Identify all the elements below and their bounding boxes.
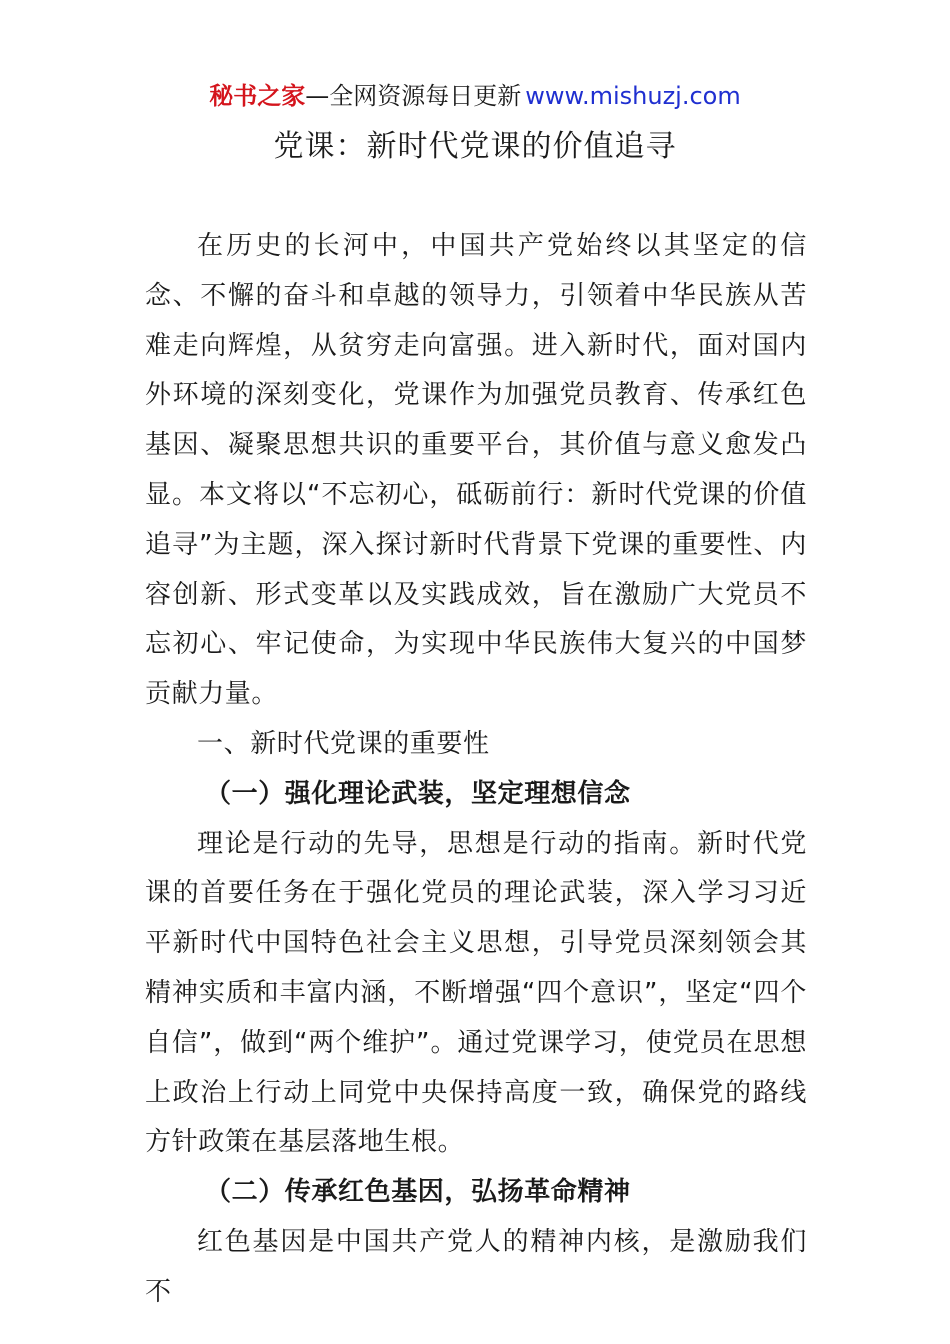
subsection-heading: （一）强化理论武装，坚定理想信念	[205, 778, 631, 809]
site-header	[0, 80, 950, 112]
section-heading: 一、新时代党课的重要性	[197, 728, 490, 759]
document-title: 党课：新时代党课的价值追寻	[273, 129, 677, 164]
subsection-paragraph: 理论是行动的先导，思想是行动的指南。新时代党课的首要任务在于强化党员的理论武装，深入学习习近平新时代中国特色社会主义思想，引导党员深刻领会其精神实质和丰富内涵，不断增强“四个意识”，坚定“四个自信”，做到“两个维护”。通过党课学习，使党员在思想上政治上行动上同党中央保持高度一致，确保党的路线方针政策在基层落地生根。	[145, 828, 807, 1158]
site-url-link[interactable]: www.mishuzj.com	[525, 82, 741, 110]
site-brand: 秘书之家	[209, 82, 306, 110]
site-slogan: —全网资源每日更新	[305, 82, 522, 110]
subsection-heading: （二）传承红色基因，弘扬革命精神	[205, 1177, 631, 1208]
subsection-paragraph: 红色基因是中国共产党人的精神内核，是激励我们不	[145, 1226, 807, 1307]
intro-paragraph: 在历史的长河中，中国共产党始终以其坚定的信念、不懈的奋斗和卓越的领导力，引领着中华民族从苦难走向辉煌，从贫穷走向富强。进入新时代，面对国内外环境的深刻变化，党课作为加强党员教育、传承红色基因、凝聚思想共识的重要平台，其价值与意义愈发凸显。本文将以“不忘初心，砥砺前行：新时代党课的价值追寻”为主题，深入探讨新时代背景下党课的重要性、内容创新、形式变革以及实践成效，旨在激励广大党员不忘初心、牢记使命，为实现中华民族伟大复兴的中国梦贡献力量。	[145, 231, 807, 710]
document-body	[145, 222, 807, 1318]
